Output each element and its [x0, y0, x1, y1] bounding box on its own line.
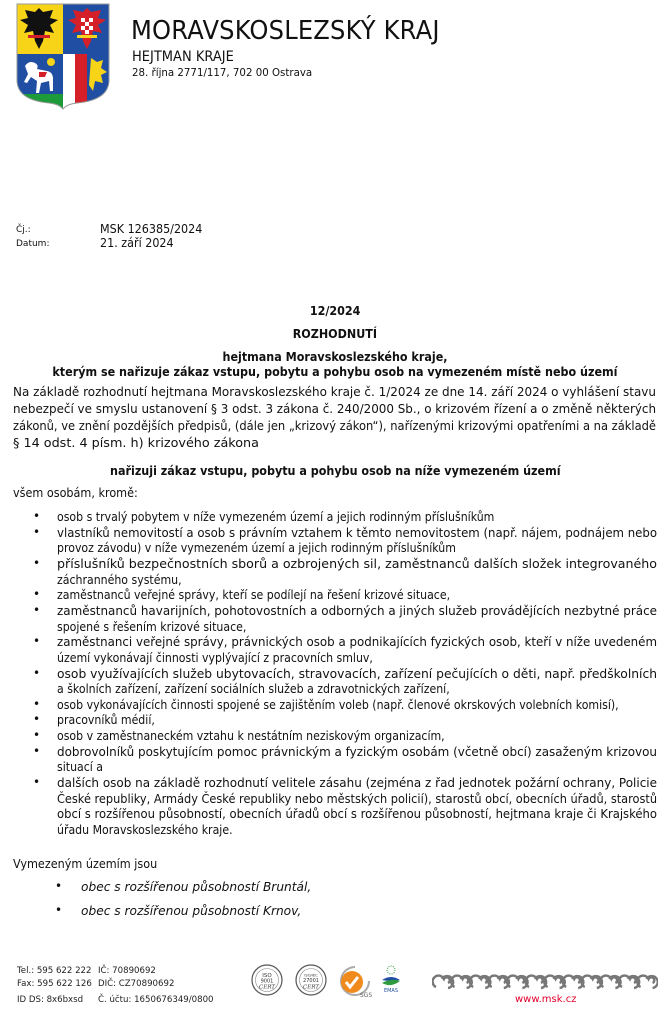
- svg-text:EMAS: EMAS: [383, 988, 399, 994]
- bullet-icon: •: [33, 634, 41, 649]
- area-item: obec s rozšířenou působností Krnov,: [81, 904, 302, 918]
- exception-item-line: pracovníků médií,: [57, 713, 155, 728]
- svg-text:9001: 9001: [260, 978, 274, 985]
- decision-number: [0, 303, 670, 318]
- areas-intro: Vymezeným územím jsou: [13, 857, 158, 871]
- svg-text:ISO: ISO: [262, 973, 272, 979]
- coat-of-arms-icon: [15, 2, 111, 110]
- date-label: Datum:: [16, 239, 50, 249]
- svg-text:SGS: SGS: [359, 992, 373, 999]
- decision-subtitle-1-text: hejtmana Moravskoslezského kraje,: [222, 349, 448, 364]
- footer-ic: IČ: 70890692: [98, 966, 156, 976]
- sgs-cert-icon: [337, 964, 373, 1000]
- exception-item-line: a školních zařízení, zařízení sociálních služeb a zdravotnických zařízení,: [57, 682, 450, 697]
- exception-item-line: dobrovolníků poskytujícím pomoc právnickým a fyzickým osobám (včetně obcí) zasaženým krizovou: [57, 744, 657, 759]
- exception-item-line: zaměstnanců veřejné správy, kteří se podílejí na řešení krizové situace,: [57, 588, 451, 603]
- decision-subtitle-1: [0, 349, 670, 364]
- decision-number-text: 12/2024: [309, 303, 361, 318]
- bullet-icon: •: [33, 587, 41, 602]
- intro-line: zákonů, ve znění pozdějších předpisů, (dále jen „krizový zákon“), nařízenými krizovými opatřeními a na základě: [13, 419, 656, 433]
- svg-text:27001: 27001: [303, 978, 319, 984]
- decision-type-text: ROZHODNUTÍ: [292, 326, 378, 341]
- exceptions-intro: všem osobám, kromě:: [13, 486, 138, 500]
- bullet-icon: •: [33, 665, 41, 680]
- reference-label: Čj.:: [16, 225, 31, 235]
- reference-value: MSK 126385/2024: [100, 222, 203, 236]
- emas-cert-icon: [380, 964, 402, 1000]
- exception-item-line: dalších osob na základě rozhodnutí velitele zásahu (zejména z řad jednotek požární ochrany, Policie: [57, 776, 657, 791]
- bullet-icon: •: [33, 775, 41, 790]
- exception-item-line: úřadu Moravskoslezského kraje.: [57, 823, 233, 837]
- bullet-icon: •: [33, 712, 41, 727]
- decision-type: [0, 326, 670, 341]
- bullet-icon: •: [33, 555, 41, 570]
- exception-item-line: provoz závodu) v níže vymezeném území a jejich rodinným příslušníkům: [57, 541, 456, 556]
- exception-item-line: osob s trvalý pobytem v níže vymezeném území a jejich rodinným příslušníkům: [57, 510, 495, 524]
- svg-text:CERT: CERT: [303, 984, 319, 991]
- exception-item-line: vlastníků nemovitostí a osob s právním vztahem k těmto nemovitostem (např. nájem, podnájem nebo: [57, 525, 657, 540]
- bullet-icon: •: [33, 743, 41, 758]
- decision-subtitle-2: [0, 364, 670, 379]
- bullet-icon: •: [33, 602, 41, 617]
- intro-line: § 14 odst. 4 písm. h) krizového zákona: [13, 436, 259, 450]
- exception-item-line: situací a: [57, 760, 104, 775]
- bullet-icon: •: [33, 696, 41, 711]
- exception-item-line: osob využívajících služeb ubytovacích, stravovacích, zařízení pečujících o děti, např. předškolních: [57, 666, 657, 681]
- organization-subtitle: HEJTMAN KRAJE: [132, 49, 234, 65]
- bullet-icon: •: [33, 524, 41, 539]
- order-heading-text: nařizuji zákaz vstupu, pobytu a pohybu osob na níže vymezeném území: [109, 463, 561, 478]
- exception-item-line: osob v zaměstnaneckém vztahu k nestátním neziskovým organizacím,: [57, 729, 445, 744]
- date-value: 21. září 2024: [100, 236, 174, 250]
- exception-item-line: zaměstnanců havarijních, pohotovostních a odborných a jiných služeb provádějících nezbytné práce: [57, 603, 657, 618]
- exception-item-line: území vykonávají činnosti vyplývající z pracovních smluv,: [57, 650, 373, 665]
- organization-title: MORAVSKOSLEZSKÝ KRAJ: [131, 16, 440, 46]
- bullet-icon: •: [55, 879, 63, 893]
- svg-text:ISO/IEC: ISO/IEC: [304, 973, 318, 978]
- organization-address: 28. října 2771/117, 702 00 Ostrava: [132, 66, 313, 79]
- exception-item-line: osob vykonávajících činnosti spojené se zajištěním voleb (např. členové okrskových volebních komisí),: [57, 697, 619, 712]
- area-item: obec s rozšířenou působností Bruntál,: [81, 880, 312, 894]
- footer-account: Č. účtu: 1650676349/0800: [98, 995, 214, 1005]
- intro-line: Na základě rozhodnutí hejtmana Moravskoslezského kraje č. 1/2024 ze dne 14. září 2024 o vyhlášení stavu: [13, 385, 656, 399]
- chain-pattern-icon: [432, 974, 658, 992]
- iso-27001-cert-icon: [295, 964, 327, 998]
- bullet-icon: •: [55, 903, 63, 917]
- svg-text:CERT: CERT: [259, 984, 275, 991]
- order-heading: [0, 463, 670, 478]
- bullet-icon: •: [33, 509, 41, 523]
- footer-dic: DIČ: CZ70890692: [98, 979, 175, 989]
- exception-item-line: spojené s řešením krizové situace,: [57, 619, 247, 634]
- bullet-icon: •: [33, 728, 41, 743]
- exception-item-line: příslušníků bezpečnostních sborů a ozbrojených sil, zaměstnanců dalších složek integrovaného: [57, 556, 657, 571]
- exception-item-line: zaměstnanci veřejné správy, právnických osob a podnikajících fyzických osob, kteří v níže uvedeném: [57, 635, 657, 650]
- website-link[interactable]: www.msk.cz: [515, 994, 577, 1005]
- iso-9001-cert-icon: [251, 964, 283, 998]
- intro-line: nebezpečí ve smyslu ustanovení § 3 odst. 3 zákona č. 240/2000 Sb., o krizovém řízení a o změně některých: [13, 402, 656, 416]
- intro-paragraph: [13, 384, 656, 452]
- decision-subtitle-2-text: kterým se nařizuje zákaz vstupu, pobytu a pohybu osob na vymezeném místě nebo území: [52, 364, 618, 379]
- footer-id-ds: ID DS: 8x6bxsd: [17, 995, 84, 1005]
- exception-item-line: obcí s rozšířenou působností, obecních úřadů obcí s rozšířenou působností, hejtmana kraje či Krajského: [57, 807, 657, 822]
- footer-tel: Tel.: 595 622 222: [17, 966, 92, 976]
- exception-item-line: záchranného systému,: [57, 572, 182, 587]
- exception-item-line: České republiky, Armády České republiky nebo městských policií), starostů obcí, obecních úřadů, starostů: [57, 791, 657, 806]
- footer-fax: Fax: 595 622 126: [17, 979, 92, 989]
